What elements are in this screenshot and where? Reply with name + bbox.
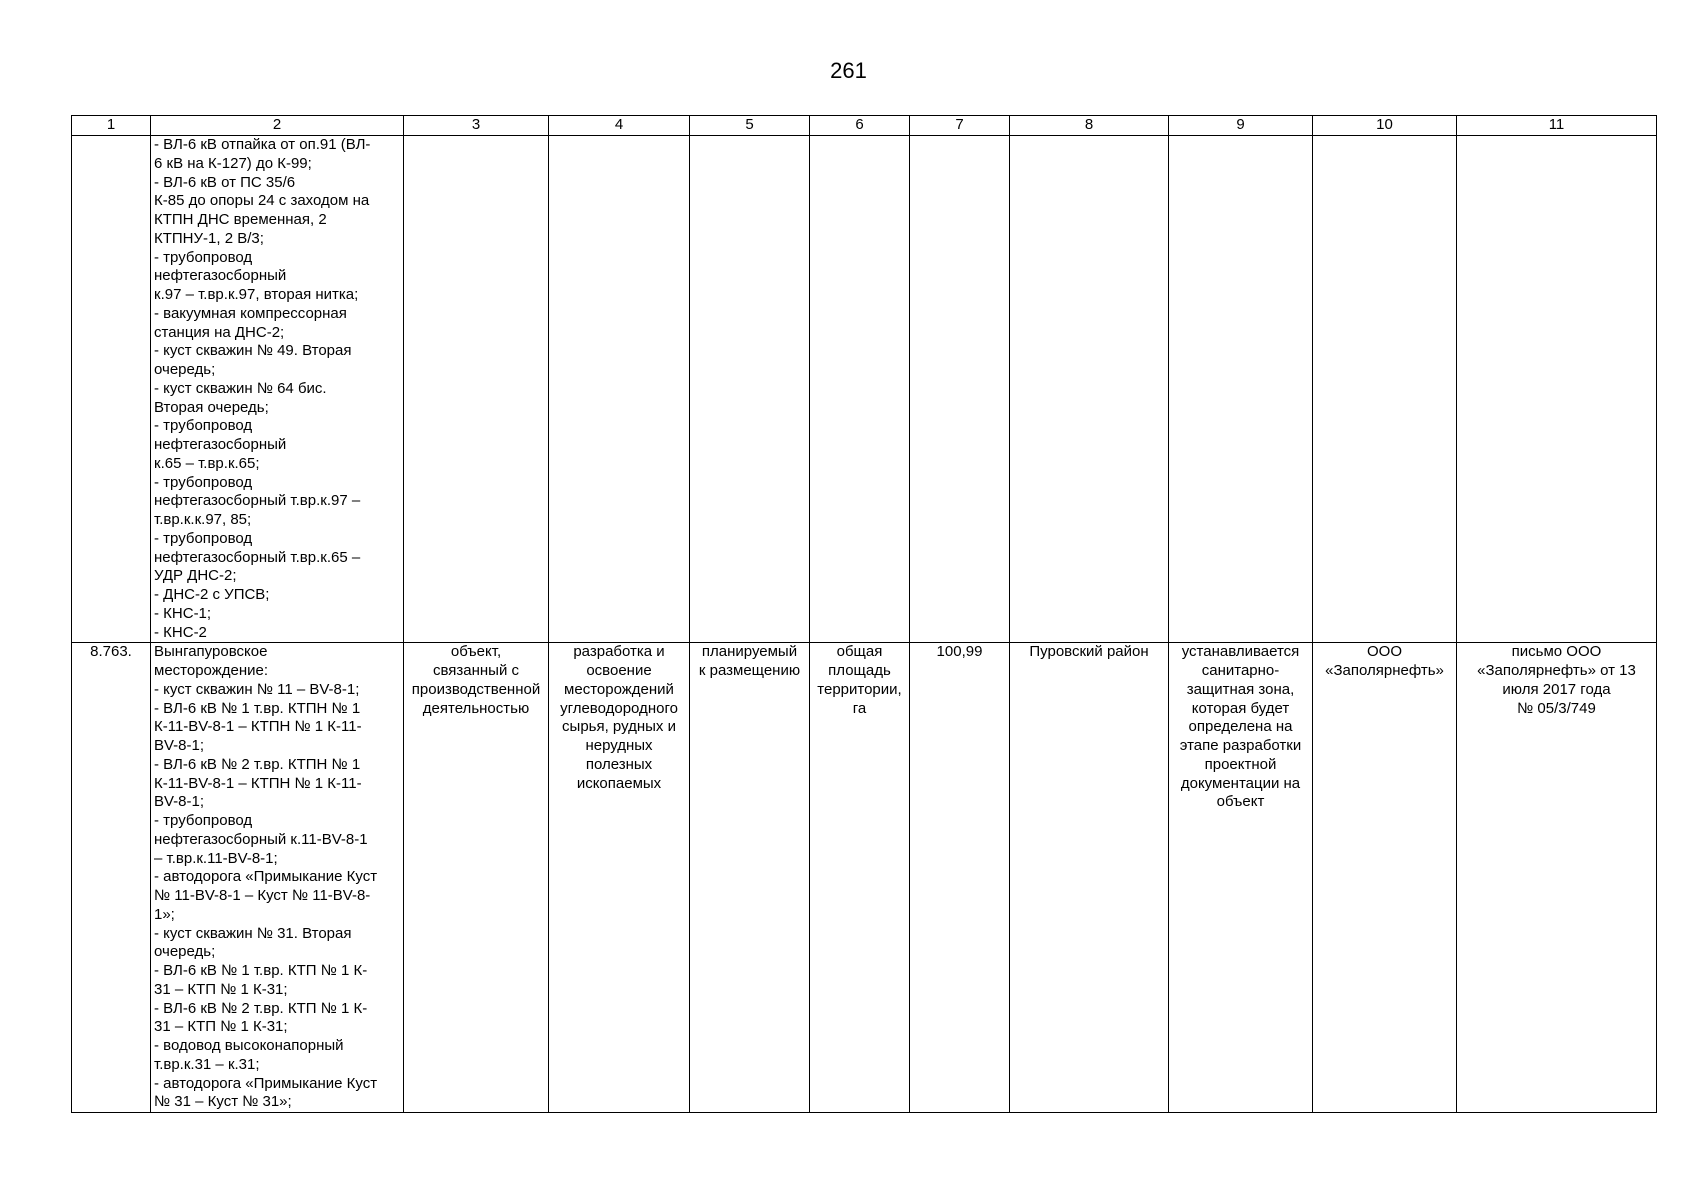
column-header: 10: [1313, 116, 1457, 136]
column-header: 5: [690, 116, 810, 136]
basis-cell: [1457, 136, 1657, 643]
object-type-cell: [404, 136, 549, 643]
status-cell: [690, 136, 810, 643]
column-header: 1: [72, 116, 151, 136]
object-type-cell: объект, связанный с производственной деятельностью: [404, 643, 549, 1113]
area-parameter-cell: общая площадь территории, га: [810, 643, 910, 1113]
table-row-continued: [72, 136, 1657, 643]
area-value-cell: 100,99: [910, 643, 1010, 1113]
zone-cell: устанавливается санитарно- защитная зона, которая будет определена на этапе разработки проектной документации на объект: [1169, 643, 1313, 1113]
row-number-cell: 8.763.: [72, 643, 151, 1113]
page-number: 261: [830, 58, 867, 83]
purpose-cell: разработка и освоение месторождений углеводородного сырья, рудных и нерудных полезных ископаемых: [549, 643, 690, 1113]
basis-cell: письмо ООО «Заполярнефть» от 13 июля 2017 года № 05/3/749: [1457, 643, 1657, 1113]
column-header: 7: [910, 116, 1010, 136]
column-header: 3: [404, 116, 549, 136]
area-value-cell: [910, 136, 1010, 643]
objects-table: [71, 115, 1657, 1113]
column-header: 2: [151, 116, 404, 136]
table-header-row: [72, 116, 1657, 136]
area-parameter-cell: [810, 136, 910, 643]
table-row-8763: [72, 643, 1657, 1113]
column-header: 6: [810, 116, 910, 136]
object-description-cell: Вынгапуровское месторождение: - куст скважин № 11 – BV-8-1; - ВЛ-6 кВ № 1 т.вр. КТПН № 1 К-11-BV-8-1 – КТПН № 1 К-11- BV-8-1; - ВЛ-6 кВ № 2 т.вр. КТПН № 1 К-11-BV-8-1 – КТПН № 1 К-11- BV-8-1; - трубопровод нефтегазосборный к.11-BV-8-1 – т.вр.к.11-BV-8-1; - автодорога «Примыкание Куст № 11-BV-8-1 – Куст № 11-BV-8- 1»; - куст скважин № 31. Вторая очередь; - ВЛ-6 кВ № 1 т.вр. КТП № 1 К- 31 – КТП № 1 К-31; - ВЛ-6 кВ № 2 т.вр. КТП № 1 К- 31 – КТП № 1 К-31; - водовод высоконапорный т.вр.к.31 – к.31; - автодорога «Примыкание Куст № 31 – Куст № 31»;: [151, 643, 404, 1113]
column-header: 4: [549, 116, 690, 136]
row-number-cell: [72, 136, 151, 643]
owner-cell: ООО «Заполярнефть»: [1313, 643, 1457, 1113]
purpose-cell: [549, 136, 690, 643]
owner-cell: [1313, 136, 1457, 643]
object-description-cell: - ВЛ-6 кВ отпайка от оп.91 (ВЛ- 6 кВ на К-127) до К-99; - ВЛ-6 кВ от ПС 35/6 К-85 до опоры 24 с заходом на КТПН ДНС временная, 2 КТПНУ-1, 2 В/3; - трубопровод нефтегазосборный к.97 – т.вр.к.97, вторая нитка; - вакуумная компрессорная станция на ДНС-2; - куст скважин № 49. Вторая очередь; - куст скважин № 64 бис. Вторая очередь; - трубопровод нефтегазосборный к.65 – т.вр.к.65; - трубопровод нефтегазосборный т.вр.к.97 – т.вр.к.к.97, 85; - трубопровод нефтегазосборный т.вр.к.65 – УДР ДНС-2; - ДНС-2 с УПСВ; - КНС-1; - КНС-2: [151, 136, 404, 643]
location-cell: Пуровский район: [1010, 643, 1169, 1113]
column-header: 8: [1010, 116, 1169, 136]
zone-cell: [1169, 136, 1313, 643]
column-header: 11: [1457, 116, 1657, 136]
status-cell: планируемый к размещению: [690, 643, 810, 1113]
location-cell: [1010, 136, 1169, 643]
column-header: 9: [1169, 116, 1313, 136]
